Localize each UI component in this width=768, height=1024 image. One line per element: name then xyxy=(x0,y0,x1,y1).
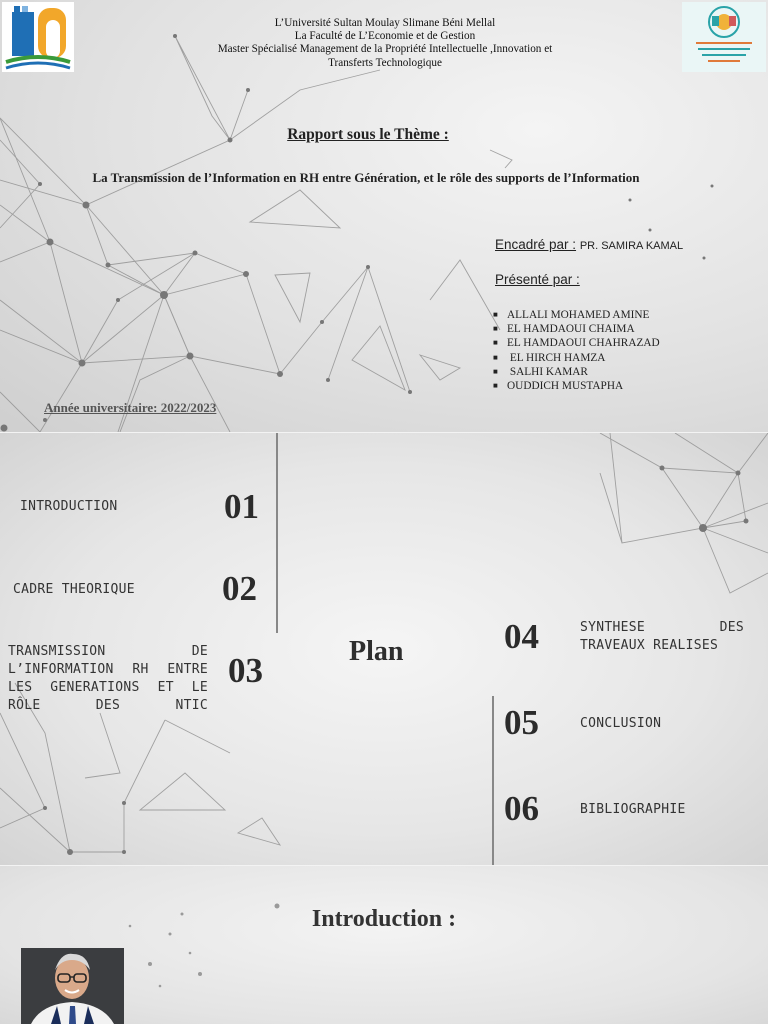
plan-item-transmission[interactable]: TRANSMISSION DE L’INFORMATION RH ENTRE LES GENERATIONS ET LE RÔLE DES NTIC xyxy=(8,644,208,713)
plan-number: 02 xyxy=(222,569,257,608)
plan-item-introduction[interactable]: INTRODUCTION xyxy=(20,499,118,514)
report-title: Rapport sous le Thème : xyxy=(287,126,449,143)
bullet-icon: ■ xyxy=(493,366,498,376)
plan-number: 05 xyxy=(504,703,539,742)
student-item: ■ ALLALI MOHAMED AMINE xyxy=(493,309,650,321)
portrait-image xyxy=(21,948,124,1024)
supervisor xyxy=(495,237,683,252)
student-item: ■ OUDDICH MUSTAPHA xyxy=(493,380,624,393)
plan-number: 03 xyxy=(228,651,263,690)
cover-slide xyxy=(0,0,768,432)
plan-item-cadre-theorique[interactable]: CADRE THEORIQUE xyxy=(13,582,135,597)
presented-label: Présenté par : xyxy=(495,272,580,287)
student-list xyxy=(493,308,660,393)
university-logo xyxy=(2,2,74,72)
bullet-icon: ■ xyxy=(493,338,498,348)
academic-year: Année universitaire: 2022/2023 xyxy=(44,400,217,415)
plan-slide xyxy=(0,433,768,865)
student-item: ■ EL HAMDAOUI CHAHRAZAD xyxy=(493,337,660,350)
plan-number: 01 xyxy=(224,487,259,526)
plan-item-bibliographie[interactable]: BIBLIOGRAPHIE xyxy=(580,802,686,817)
introduction-title: Introduction : xyxy=(311,906,457,932)
bullet-icon: ■ xyxy=(493,381,498,391)
header-line: Transferts Technologique xyxy=(328,56,442,69)
header-line: L’Université Sultan Moulay Slimane Béni Mellal xyxy=(274,17,496,29)
plan-number: 04 xyxy=(504,617,539,656)
plan-item-conclusion[interactable]: CONCLUSION xyxy=(580,716,662,731)
bullet-icon: ■ xyxy=(493,310,498,319)
header-line: La Faculté de L’Economie et de Gestion xyxy=(294,30,476,43)
student-item: ■ SALHI KAMAR xyxy=(493,365,588,378)
university-header xyxy=(150,17,620,70)
plan-divider xyxy=(276,433,278,633)
header-line: Master Spécialisé Management de la Propriété Intellectuelle ,Innovation et xyxy=(217,43,553,56)
report-subject: La Transmission de l’Information en RH entre Génération, et le rôle des supports de l’Information xyxy=(92,170,640,185)
bullet-icon: ■ xyxy=(493,352,498,362)
plan-title: Plan xyxy=(349,636,404,667)
master-program-logo xyxy=(682,2,766,72)
plan-item-synthese[interactable]: SYNTHESE DES TRAVEAUX REALISES xyxy=(580,620,744,653)
student-item: ■ EL HAMDAOUI CHAIMA xyxy=(493,323,635,336)
student-item: ■ EL HIRCH HAMZA xyxy=(493,351,606,364)
plan-divider xyxy=(492,696,494,865)
bullet-icon: ■ xyxy=(493,324,498,334)
supervisor-name: PR. SAMIRA KAMAL xyxy=(579,240,684,252)
introduction-slide xyxy=(0,866,768,1024)
supervisor-label: Encadré par : xyxy=(495,237,577,252)
plan-number: 06 xyxy=(504,789,539,828)
